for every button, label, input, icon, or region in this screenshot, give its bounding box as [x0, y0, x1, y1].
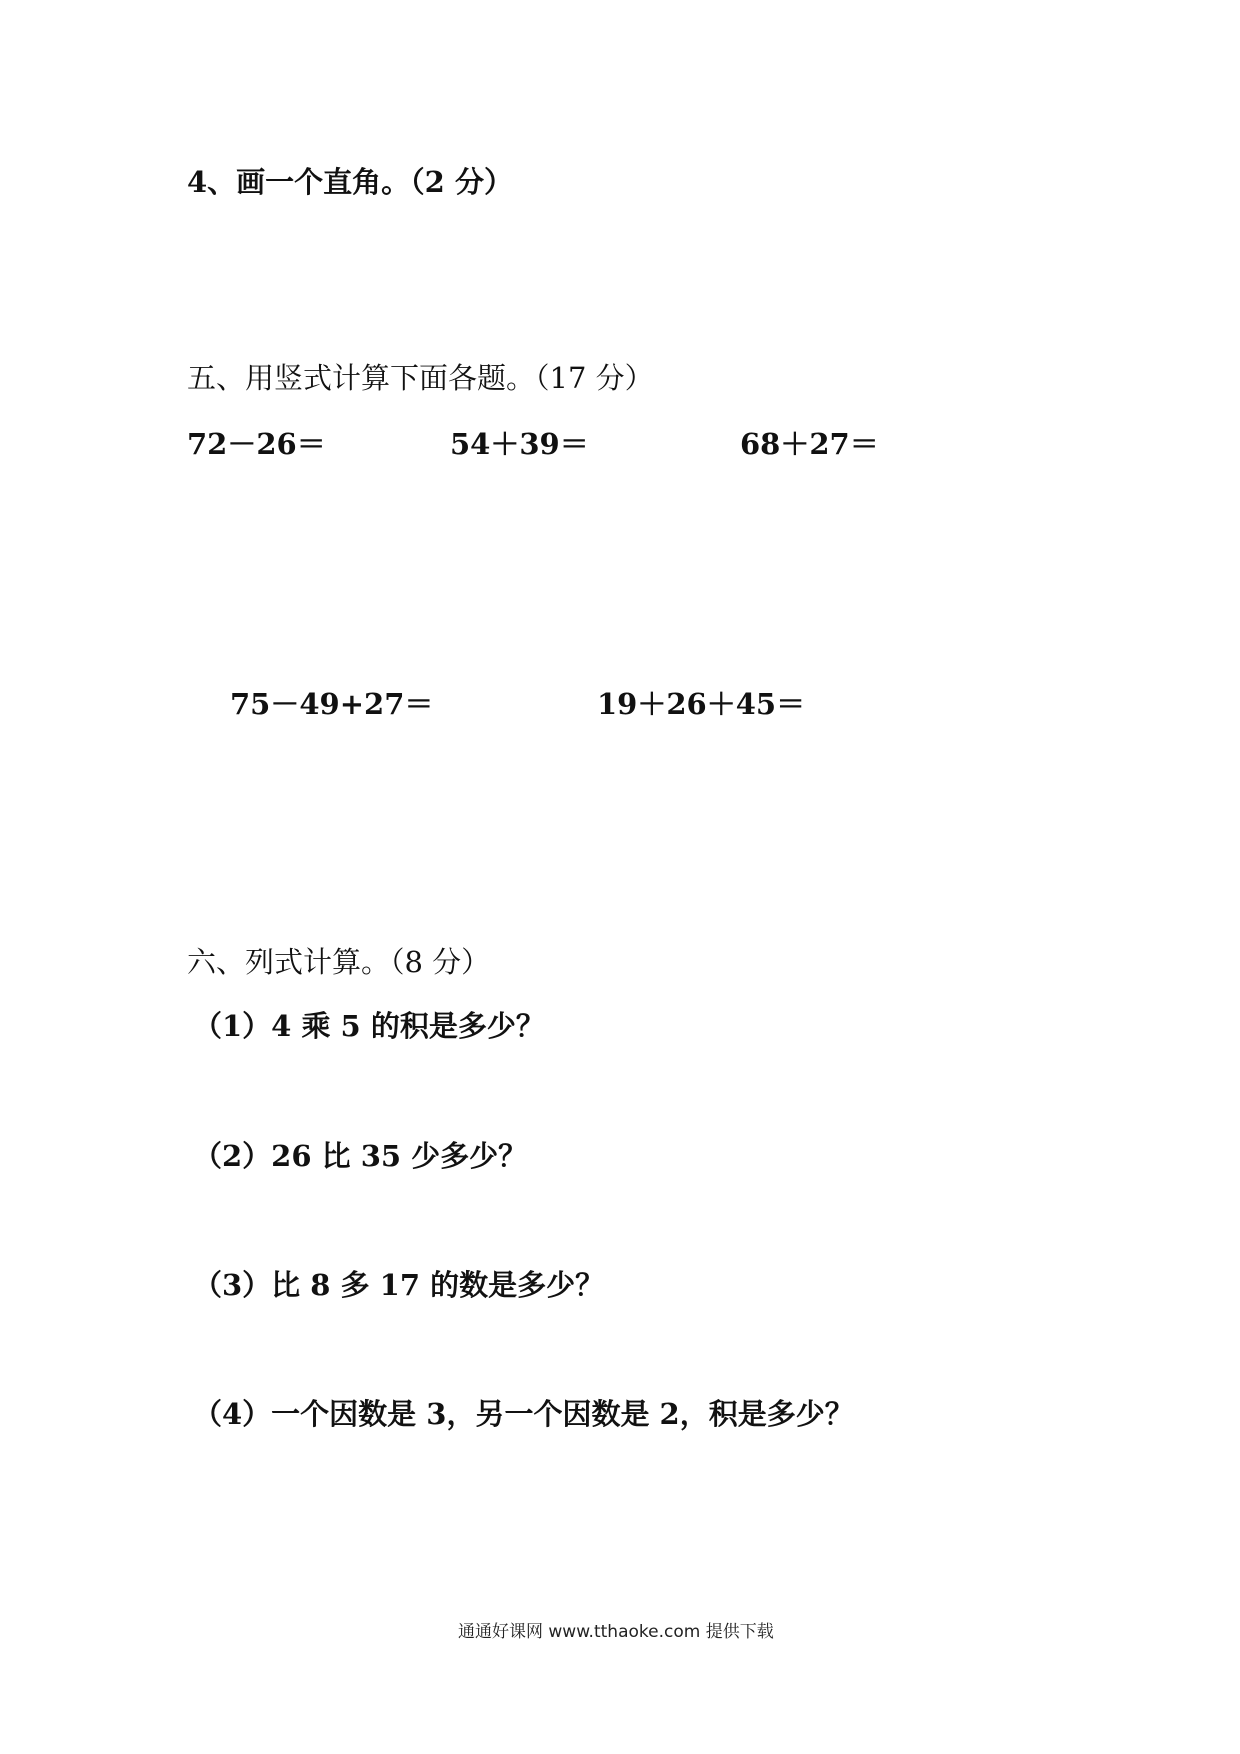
- calc-problem: 72－26＝: [187, 427, 326, 461]
- calc-problem: 68＋27＝: [740, 427, 879, 461]
- word-problem: （3）比 8 多 17 的数是多少？: [193, 1268, 605, 1302]
- calc-problem: 75－49+27＝: [230, 687, 434, 721]
- word-problem: （1）4 乘 5 的积是多少？: [193, 1009, 545, 1043]
- word-problem: （2）26 比 35 少多少？: [193, 1139, 528, 1173]
- calc-problem: 19＋26＋45＝: [597, 687, 806, 721]
- section-5-heading: 五、用竖式计算下面各题。（17 分）: [187, 361, 654, 395]
- section-6-heading: 六、列式计算。（8 分）: [187, 945, 491, 979]
- calc-problem: 54＋39＝: [450, 427, 589, 461]
- word-problem: （4）一个因数是 3，另一个因数是 2，积是多少？: [193, 1397, 854, 1431]
- question-4-draw-right-angle: 4、画一个直角。（2 分）: [187, 165, 513, 199]
- footer-credit: 通通好课网 www.tthaoke.com 提供下载: [458, 1622, 774, 1642]
